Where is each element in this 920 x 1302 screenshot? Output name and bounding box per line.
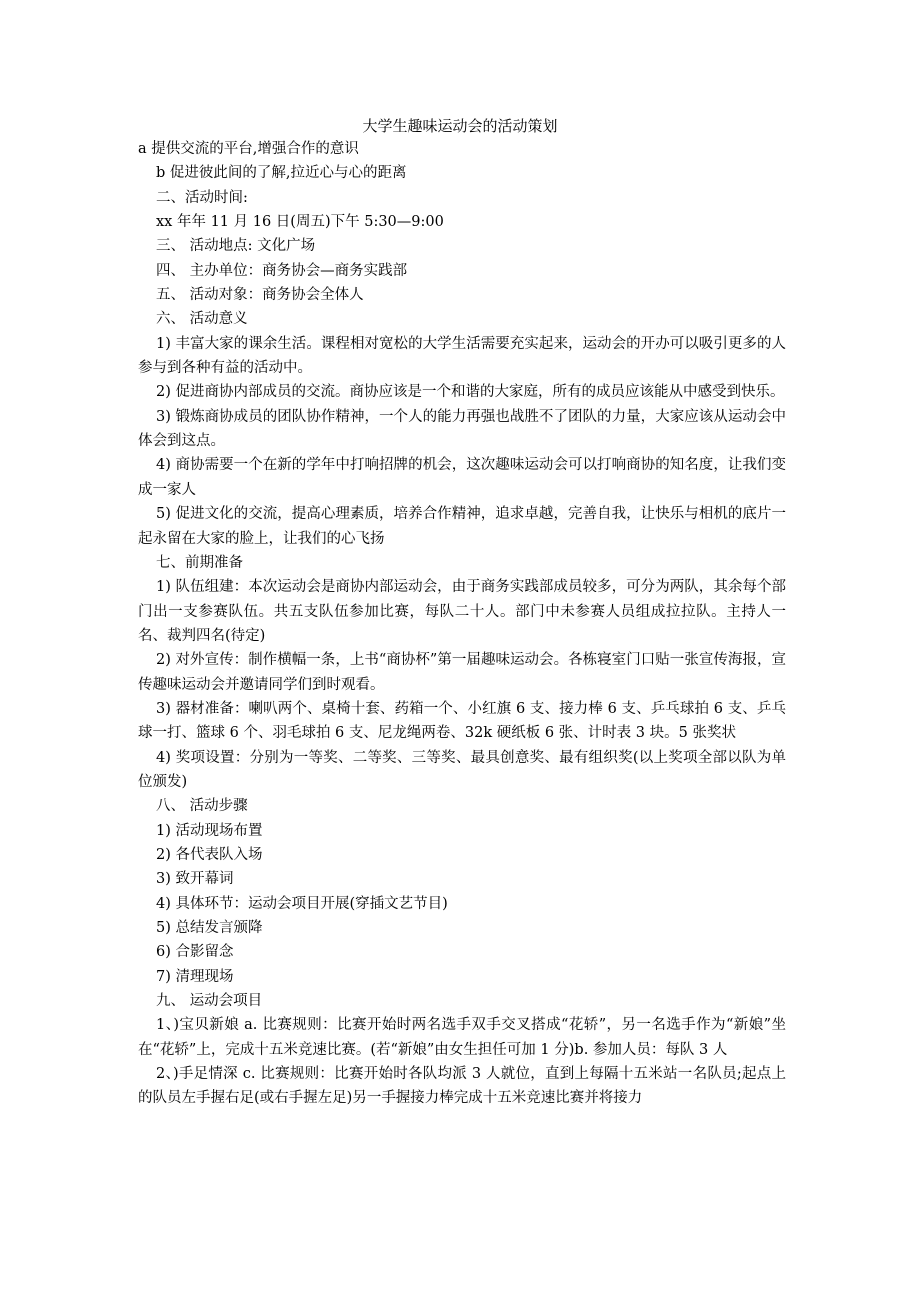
paragraph: 1、)宝贝新娘 a. 比赛规则：比赛开始时两名选手双手交叉搭成“花轿”，另一名选手作为“新娘”坐在“花轿”上，完成十五米竞速比赛。(若“新娘”由女生担任可加 1 分)b. 参加人员：每队 3 人 — [138, 1017, 786, 1058]
paragraph: a 提供交流的平台,增强合作的意识 — [138, 141, 359, 157]
list-item: 6) 合影留念 — [156, 944, 234, 961]
paragraph: 1) 丰富大家的课余生活。课程相对宽松的大学生活需要充实起来，运动会的开办可以吸引更多的人参与到各种有益的活动中。 — [138, 335, 786, 377]
section-heading: 四、 主办单位：商务协会—商务实践部 — [156, 262, 408, 279]
paragraph: 5) 促进文化的交流，提高心理素质，培养合作精神，追求卓越，完善自我，让快乐与相机的底片一起永留在大家的脸上，让我们的心飞扬 — [138, 506, 786, 547]
paragraph: 2) 对外宣传：制作横幅一条，上书“商协杯”第一届趣味运动会。各栋寝室门口贴一张宣传海报，宣传趣味运动会并邀请同学们到时观看。 — [138, 652, 786, 693]
document-title: 大学生趣味运动会的活动策划 — [362, 117, 558, 135]
section-heading: 九、 运动会项目 — [156, 993, 263, 1010]
list-item: 3) 致开幕词 — [156, 871, 234, 888]
paragraph: xx 年年 11 月 16 日(周五)下午 5:30—9:00 — [156, 214, 444, 231]
paragraph: 3) 锻炼商协成员的团队协作精神，一个人的能力再强也战胜不了团队的力量，大家应该从运动会中体会到这点。 — [138, 408, 786, 450]
document-body — [138, 137, 786, 1111]
paragraph: 1) 队伍组建：本次运动会是商协内部运动会，由于商务实践部成员较多，可分为两队，其余每个部门出一支参赛队伍。共五支队伍参加比赛，每队二十人。部门中未参赛人员组成拉拉队。主持人一名、裁判四名(待定) — [138, 579, 786, 644]
section-heading: 八、 活动步骤 — [156, 798, 248, 815]
list-item: 5) 总结发言颁降 — [156, 920, 263, 936]
paragraph: b 促进彼此间的了解,拉近心与心的距离 — [156, 165, 407, 182]
section-heading: 七、前期准备 — [156, 554, 243, 571]
section-heading: 三、 活动地点: 文化广场 — [156, 238, 316, 255]
section-heading: 五、 活动对象：商务协会全体人 — [156, 287, 364, 304]
list-item: 2) 各代表队入场 — [156, 846, 263, 863]
paragraph: 2、)手足情深 c. 比赛规则：比赛开始时各队均派 3 人就位，直到上每隔十五米站一名队员;起点上的队员左手握右足(或右手握左足)另一手握接力棒完成十五米竞速比赛并将接力 — [138, 1066, 786, 1107]
list-item: 7) 清理现场 — [156, 968, 234, 985]
section-heading: 二、活动时间: — [156, 189, 248, 206]
paragraph: 3) 器材准备：喇叭两个、桌椅十套、药箱一个、小红旗 6 支、接力棒 6 支、乒乓球拍 6 支、乒乓球一打、篮球 6 个、羽毛球拍 6 支、尼龙绳两卷、32k 硬纸板 6 张、计时表 3 块。5 张奖状 — [138, 700, 786, 742]
paragraph: 4) 奖项设置：分别为一等奖、二等奖、三等奖、最具创意奖、最有组织奖(以上奖项全部以队为单位颁发) — [138, 749, 786, 790]
paragraph: 4) 商协需要一个在新的学年中打响招牌的机会，这次趣味运动会可以打响商协的知名度，让我们变成一家人 — [138, 457, 786, 498]
list-item: 4) 具体环节：运动会项目开展(穿插文艺节目) — [156, 895, 448, 912]
section-heading: 六、 活动意义 — [156, 311, 248, 328]
list-item: 1) 活动现场布置 — [156, 822, 263, 839]
paragraph: 2) 促进商协内部成员的交流。商协应该是一个和谐的大家庭，所有的成员应该能从中感受到快乐。 — [156, 384, 785, 401]
